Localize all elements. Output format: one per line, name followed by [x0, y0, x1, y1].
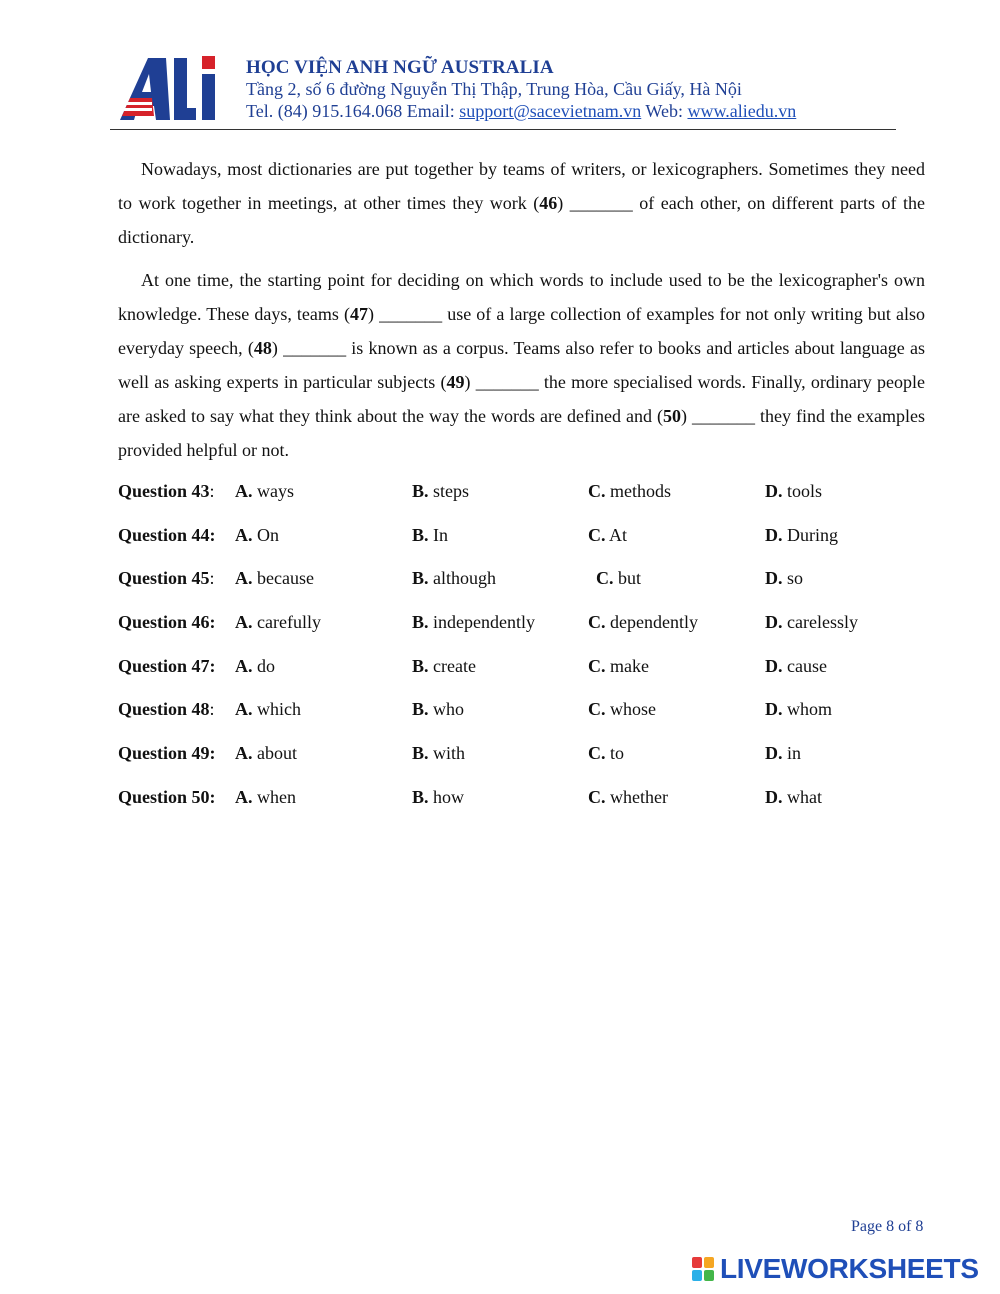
option-b[interactable]: B. In [412, 524, 449, 545]
blank-number: 47 [350, 304, 369, 324]
question-row [118, 561, 925, 605]
option-c[interactable]: C. make [588, 655, 649, 676]
passage-text: ) _______ is known as a corpus. Teams also refer to books and articles about language as well as asking experts in particular subjects ( [118, 338, 925, 392]
option-a[interactable]: A. when [235, 786, 296, 807]
option-b[interactable]: B. create [412, 655, 476, 676]
option-b[interactable]: B. steps [412, 481, 470, 501]
option-b[interactable]: B. independently [412, 612, 535, 633]
question-label: Question 44: [118, 524, 216, 545]
option-d[interactable]: D. carelessly [765, 612, 858, 633]
passage-paragraph [118, 263, 925, 467]
question-label: Question 50: [118, 786, 216, 807]
option-a[interactable]: A. carefully [235, 612, 321, 633]
org-name: HỌC VIỆN ANH NGỮ AUSTRALIA [246, 57, 554, 78]
option-c[interactable]: C. whose [588, 699, 656, 720]
question-row [118, 605, 925, 649]
option-d[interactable]: D. During [765, 524, 838, 545]
web-label: Web: [641, 101, 688, 121]
option-b[interactable]: B. how [412, 786, 465, 807]
option-c[interactable]: C. to [588, 743, 625, 764]
email-link[interactable]: support@sacevietnam.vn [459, 101, 642, 121]
option-a[interactable]: A. On [235, 524, 279, 545]
question-label: Question 48: [118, 699, 215, 720]
page-header [0, 0, 1000, 135]
question-row [118, 736, 925, 780]
passage-text: ) _______ use of a large collection of examples for not only writing but also everyday speech, ( [118, 304, 925, 358]
blank-number: 46 [539, 193, 558, 213]
question-label: Question 47: [118, 655, 216, 676]
ali-logo [118, 50, 220, 122]
option-c[interactable]: C. dependently [588, 612, 698, 633]
page-number: Page 8 of 8 [851, 1218, 924, 1235]
liveworksheets-brand[interactable] [692, 1252, 979, 1286]
header-divider [110, 129, 896, 130]
passage-text: ) _______ of each other, on different parts of the dictionary. [118, 193, 925, 247]
passage-text: Nowadays, most dictionaries are put together by teams of writers, or lexicographers. Sometimes they need to work together in meetings, at other times they work ( [118, 159, 925, 213]
question-row [118, 692, 925, 736]
option-d[interactable]: D. so [765, 568, 804, 589]
option-b[interactable]: B. who [412, 699, 465, 720]
question-label: Question 46: [118, 612, 216, 633]
tel-label: Tel. (84) 915.164.068 Email: [246, 101, 460, 121]
option-b[interactable]: B. with [412, 743, 466, 764]
option-d[interactable]: D. in [765, 743, 802, 764]
option-c[interactable]: C. At [588, 524, 628, 545]
question-label: Question 45: [118, 568, 215, 589]
option-a[interactable]: A. about [235, 743, 297, 764]
reading-passage [118, 152, 925, 476]
option-c[interactable]: C. whether [588, 786, 668, 807]
option-d[interactable]: D. what [765, 786, 822, 807]
passage-paragraph [118, 152, 925, 254]
option-a[interactable]: A. which [235, 699, 301, 720]
option-a[interactable]: A. ways [235, 481, 294, 501]
option-c[interactable]: C. but [596, 568, 642, 589]
passage-text: ) _______ the more specialised words. Finally, ordinary people are asked to say what they think about the way the words are defined and ( [118, 372, 926, 426]
option-d[interactable]: D. whom [765, 699, 832, 720]
question-row [118, 649, 925, 693]
option-a[interactable]: A. do [235, 655, 275, 676]
liveworksheets-text: LIVEWORKSHEETS [720, 1253, 979, 1284]
liveworksheets-icon [692, 1257, 714, 1281]
blank-number: 50 [662, 406, 681, 426]
question-row [118, 474, 925, 518]
option-a[interactable]: A. because [235, 568, 314, 589]
web-link[interactable]: www.aliedu.vn [687, 101, 797, 121]
passage-text: ) _______ they find the examples provided helpful or not. [118, 406, 925, 460]
option-d[interactable]: D. cause [765, 655, 827, 676]
org-contact [246, 101, 796, 122]
blank-number: 49 [446, 372, 465, 392]
option-d[interactable]: D. tools [765, 481, 823, 501]
question-label: Question 43: [118, 481, 215, 501]
blank-number: 48 [253, 338, 272, 358]
question-row [118, 518, 925, 562]
passage-text: At one time, the starting point for deciding on which words to include used to be the lexicographer's own knowledge. These days, teams ( [118, 270, 925, 324]
option-c[interactable]: C. methods [588, 481, 671, 501]
question-list [118, 474, 925, 824]
option-b[interactable]: B. although [412, 568, 497, 589]
question-label: Question 49: [118, 743, 216, 764]
question-row [118, 780, 925, 824]
org-address: Tầng 2, số 6 đường Nguyễn Thị Thập, Trung Hòa, Cầu Giấy, Hà Nội [246, 79, 742, 99]
